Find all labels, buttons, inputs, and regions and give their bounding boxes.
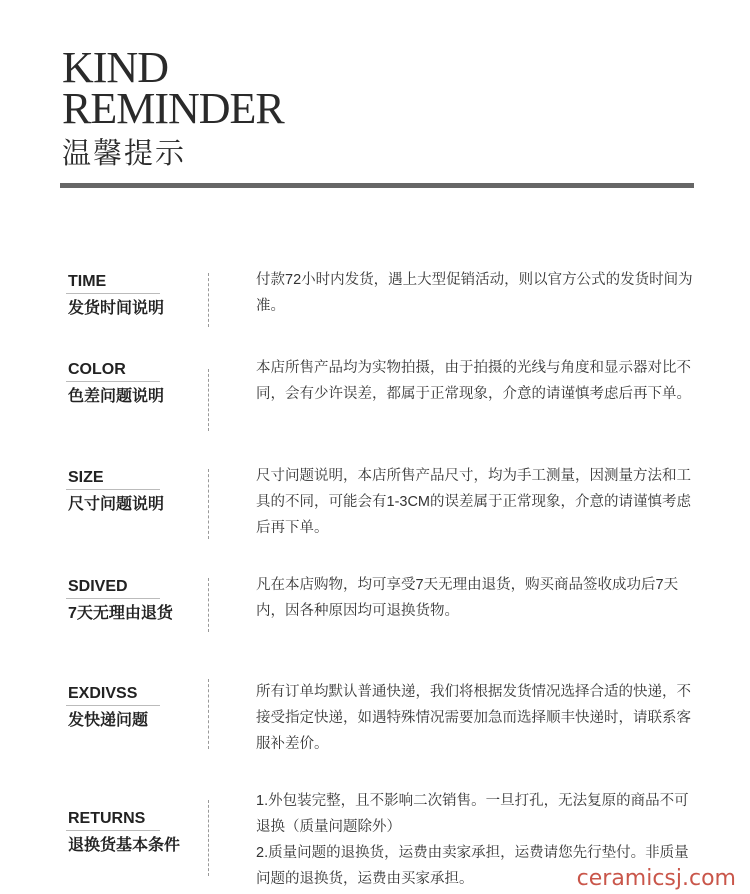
section-label-cn: 发快递问题 (68, 712, 149, 729)
section-text: 尺寸问题说明，本店所售产品尺寸，均为手工测量，因测量方法和工具的不同，可能会有1-3CM的误差属于正常现象，介意的请谨慎考虑后再下单。 (256, 468, 692, 536)
header-divider (60, 183, 694, 188)
title-en-line2: REMINDER (62, 84, 284, 133)
section-label-en: SDIVED (68, 578, 128, 595)
section-label-underline (66, 293, 160, 294)
section-label-underline (66, 489, 160, 490)
section-label-underline (66, 830, 160, 831)
section-label-underline (66, 598, 160, 599)
section-separator (208, 369, 209, 431)
section-label-en: RETURNS (68, 810, 146, 827)
section-separator (208, 578, 209, 632)
section-separator (208, 469, 209, 539)
section-label-cn: 7天无理由退货 (68, 605, 173, 622)
section-label-cn: 尺寸问题说明 (68, 496, 165, 513)
section-separator (208, 800, 209, 876)
section-label-en: COLOR (68, 361, 126, 378)
section-text: 本店所售产品均为实物拍摄，由于拍摄的光线与角度和显示器对比不同，会有少许误差，都属于正常现象，介意的请谨慎考虑后再下单。 (256, 360, 691, 402)
title-en-line1: KIND (62, 43, 168, 92)
section-separator (208, 273, 209, 327)
section-text: 付款72小时内发货，遇上大型促销活动，则以官方公式的发货时间为准。 (256, 272, 693, 314)
section-text: 1.外包装完整，且不影响二次销售。一旦打孔，无法复原的商品不可退换（质量问题除外） 2.质量问题的退换货，运费由卖家承担，运费请您先行垫付。非质量问题的退换货，运费由买家承担。 (256, 793, 689, 887)
section-label-cn: 发货时间说明 (68, 300, 165, 317)
section-label-en: SIZE (68, 469, 104, 486)
watermark: ceramicsj.com (576, 866, 736, 891)
section-label-cn: 色差问题说明 (68, 388, 165, 405)
section-label-en: EXDIVSS (68, 685, 138, 702)
section-label-en: TIME (68, 273, 107, 290)
section-text: 凡在本店购物，均可享受7天无理由退货，购买商品签收成功后7天内，因各种原因均可退换货物。 (256, 577, 679, 619)
section-label-cn: 退换货基本条件 (68, 837, 181, 854)
section-text: 所有订单均默认普通快递，我们将根据发货情况选择合适的快递，不接受指定快递，如遇特殊情况需要加急而选择顺丰快递时，请联系客服补差价。 (256, 684, 691, 752)
section-label-underline (66, 381, 160, 382)
section-separator (208, 679, 209, 749)
section-label-underline (66, 705, 160, 706)
title-cn: 温馨提示 (62, 138, 187, 170)
